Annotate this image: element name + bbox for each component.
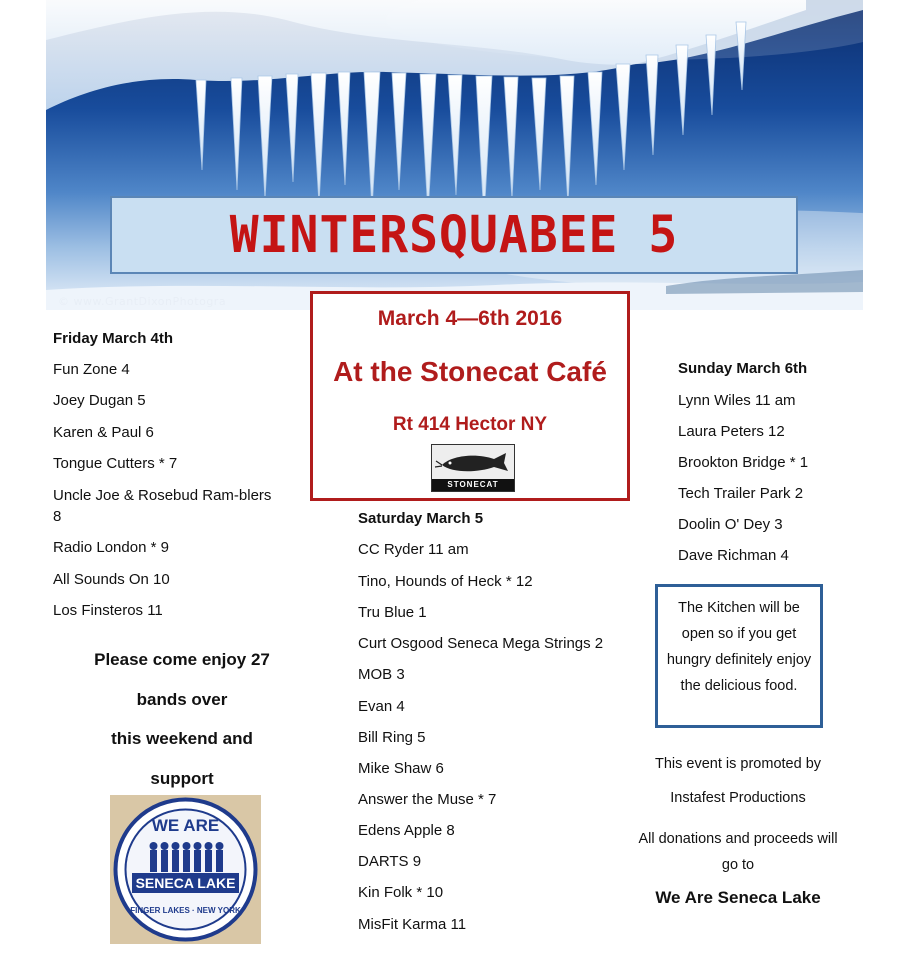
saturday-act: Kin Folk * 10 — [358, 884, 444, 901]
enjoy-line: this weekend and — [111, 729, 253, 748]
saturday-act: Tru Blue 1 — [358, 604, 427, 621]
kitchen-notice — [655, 584, 823, 728]
saturday-act: DARTS 9 — [358, 853, 422, 870]
enjoy-message — [52, 640, 312, 798]
sunday-act: Tech Trailer Park 2 — [678, 485, 804, 502]
saturday-act: CC Ryder 11 am — [358, 541, 469, 558]
sunday-act: Lynn Wiles 11 am — [678, 392, 796, 409]
stonecat-logo-text: STONECAT — [432, 479, 514, 491]
event-dates: March 4—6th 2016 — [377, 307, 563, 330]
friday-act: Los Finsteros 11 — [53, 602, 163, 619]
sunday-act: Laura Peters 12 — [678, 423, 785, 440]
enjoy-line: bands over — [136, 689, 228, 709]
stonecat-logo — [431, 444, 515, 492]
saturday-act: Mike Shaw 6 — [358, 760, 444, 777]
seneca-lake-logo — [110, 795, 261, 944]
friday-act: Fun Zone 4 — [53, 361, 130, 378]
sunday-heading: Sunday March 6th — [678, 360, 808, 377]
seneca-logo-top-text: WE ARE — [151, 816, 220, 835]
friday-act: Uncle Joe & Rosebud Ram-blers 8 — [53, 487, 272, 525]
seneca-logo-middle-text: SENECA LAKE — [135, 875, 236, 891]
sunday-act: Dave Richman 4 — [678, 547, 789, 564]
saturday-act: Answer the Muse * 7 — [358, 791, 497, 808]
friday-heading: Friday March 4th — [53, 330, 174, 347]
photo-credit: © www.GrantDixonPhotogra — [58, 295, 227, 308]
promo-beneficiary: We Are Seneca Lake — [655, 888, 821, 907]
event-location: Rt 414 Hector NY — [392, 414, 548, 435]
event-title: WINTERSQUABEE 5 — [229, 205, 679, 265]
title-banner — [110, 196, 798, 274]
promo-line-1: This event is promoted by — [654, 756, 822, 772]
enjoy-line: Please come enjoy 27 — [94, 650, 270, 669]
sunday-act: Brookton Bridge * 1 — [678, 454, 809, 471]
event-venue: At the Stonecat Café — [333, 356, 607, 387]
catfish-icon — [432, 445, 514, 479]
saturday-heading: Saturday March 5 — [358, 510, 484, 527]
friday-act: All Sounds On 10 — [53, 571, 170, 588]
saturday-act: Edens Apple 8 — [358, 822, 455, 839]
kitchen-text: The Kitchen will be open so if you get hungry definitely enjoy the delicious food. — [666, 600, 812, 694]
seneca-logo-bottom-text: FINGER LAKES · NEW YORK — [130, 906, 241, 915]
saturday-act: Tino, Hounds of Heck * 12 — [358, 573, 533, 590]
friday-act: Tongue Cutters * 7 — [53, 455, 178, 472]
saturday-act: Evan 4 — [358, 698, 405, 715]
friday-act: Joey Dugan 5 — [53, 392, 146, 409]
promo-line-3: All donations and proceeds will go to — [638, 831, 838, 873]
friday-act: Karen & Paul 6 — [53, 424, 154, 441]
friday-act: Radio London * 9 — [53, 539, 169, 556]
promo-line-2: Instafest Productions — [670, 790, 806, 806]
enjoy-line: support — [150, 768, 214, 788]
sunday-act: Doolin O' Dey 3 — [678, 516, 783, 533]
saturday-act: MOB 3 — [358, 666, 405, 683]
saturday-act: Bill Ring 5 — [358, 729, 426, 746]
saturday-act: MisFit Karma 11 — [358, 916, 467, 933]
saturday-act: Curt Osgood Seneca Mega Strings 2 — [358, 635, 604, 652]
event-info-box — [310, 291, 630, 501]
